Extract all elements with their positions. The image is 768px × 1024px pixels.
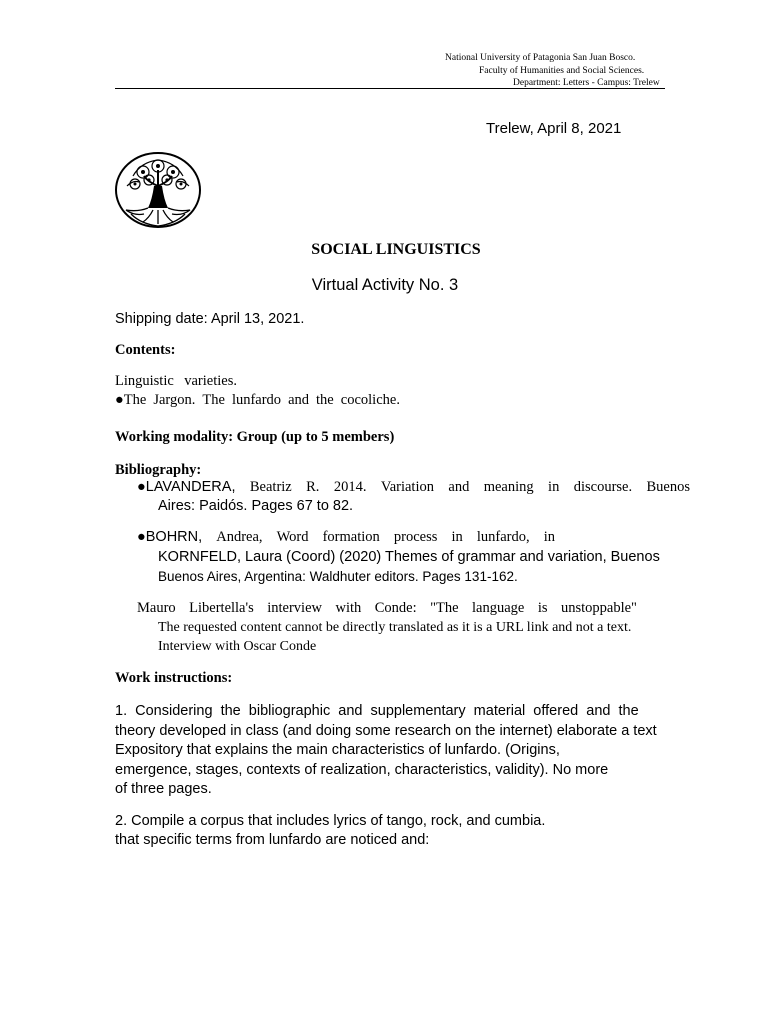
word: Beatriz xyxy=(249,479,292,495)
bibliography-item-3-line-2: The requested content cannot be directly translated as it is a URL link and not a text. xyxy=(158,620,632,635)
bibliography-item-1-line-1 xyxy=(137,479,690,496)
word: Libertella's xyxy=(189,600,254,616)
word: and xyxy=(448,479,470,495)
working-modality: Working modality: Group (up to 5 members) xyxy=(115,429,395,445)
instruction-1-line-3: Expository that explains the main characteristics of lunfardo. (Origins, xyxy=(115,742,560,758)
instruction-2-line-2: that specific terms from lunfardo are noticed and: xyxy=(115,832,430,848)
word: formation xyxy=(322,529,380,545)
header-university: National University of Patagonia San Juan Bosco. xyxy=(445,53,636,63)
bibliography-heading: Bibliography: xyxy=(115,462,202,478)
bibliography-item-2-line-1 xyxy=(137,529,555,546)
page-subtitle: Virtual Activity No. 3 xyxy=(311,276,459,294)
word: interview xyxy=(267,600,322,616)
document-date: Trelew, April 8, 2021 xyxy=(486,120,622,137)
word: unstoppable" xyxy=(560,600,637,616)
bibliography-item-3-line-1 xyxy=(137,600,637,617)
word: the xyxy=(316,392,334,408)
instruction-1-line-4: emergence, stages, contexts of realization, characteristics, validity). No more xyxy=(115,762,609,778)
instruction-1-line-1: 1. Considering the bibliographic and supplementary material offered and the xyxy=(115,703,639,719)
bibliography-item-3-line-3: Interview with Oscar Conde xyxy=(158,639,317,654)
instruction-1-line-2: theory developed in class (and doing some research on the internet) elaborate a text xyxy=(115,723,657,739)
word: in xyxy=(451,529,463,545)
page-title: SOCIAL LINGUISTICS xyxy=(311,241,481,258)
word: meaning xyxy=(483,479,534,495)
word: Word xyxy=(276,529,309,545)
word: Variation xyxy=(380,479,434,495)
tree-of-life-icon xyxy=(113,152,203,230)
instruction-2-line-1: 2. Compile a corpus that includes lyrics of tango, rock, and cumbia. xyxy=(115,813,546,829)
word: ●BOHRN, xyxy=(137,529,203,545)
header-department: Department: Letters - Campus: Trelew xyxy=(513,78,660,88)
work-instructions-heading: Work instructions: xyxy=(115,670,233,686)
word: Mauro xyxy=(137,600,176,616)
word: Buenos xyxy=(646,479,690,495)
word: ●The xyxy=(115,392,147,408)
contents-line-1 xyxy=(115,373,237,390)
word: process xyxy=(393,529,438,545)
contents-line-2 xyxy=(115,392,400,409)
word: The xyxy=(202,392,225,408)
word: Linguistic xyxy=(115,373,174,389)
instruction-1-line-5: of three pages. xyxy=(115,781,212,797)
word: with xyxy=(335,600,362,616)
word: R. xyxy=(306,479,320,495)
word: discourse. xyxy=(573,479,633,495)
word: 2014. xyxy=(333,479,367,495)
header-faculty: Faculty of Humanities and Social Sciences. xyxy=(479,66,645,76)
header-divider xyxy=(115,88,665,89)
word: lunfardo xyxy=(231,392,282,408)
bibliography-item-2-line-2: KORNFELD, Laura (Coord) (2020) Themes of grammar and variation, Buenos xyxy=(158,549,660,565)
word: Jargon. xyxy=(153,392,196,408)
word: in xyxy=(543,529,555,545)
word: in xyxy=(548,479,560,495)
word: is xyxy=(537,600,548,616)
word: ●LAVANDERA, xyxy=(137,479,236,495)
word: "The xyxy=(430,600,459,616)
contents-heading: Contents: xyxy=(115,342,176,358)
word: cocoliche. xyxy=(340,392,400,408)
word: Conde: xyxy=(374,600,417,616)
word: and xyxy=(288,392,310,408)
word: language xyxy=(472,600,525,616)
bibliography-item-2-line-3: Buenos Aires, Argentina: Waldhuter editors. Pages 131-162. xyxy=(158,569,518,584)
word: varieties. xyxy=(184,373,237,389)
word: lunfardo, xyxy=(476,529,530,545)
word: Andrea, xyxy=(216,529,263,545)
shipping-date: Shipping date: April 13, 2021. xyxy=(115,311,305,327)
bibliography-item-1-line-2: Aires: Paidós. Pages 67 to 82. xyxy=(158,498,354,514)
